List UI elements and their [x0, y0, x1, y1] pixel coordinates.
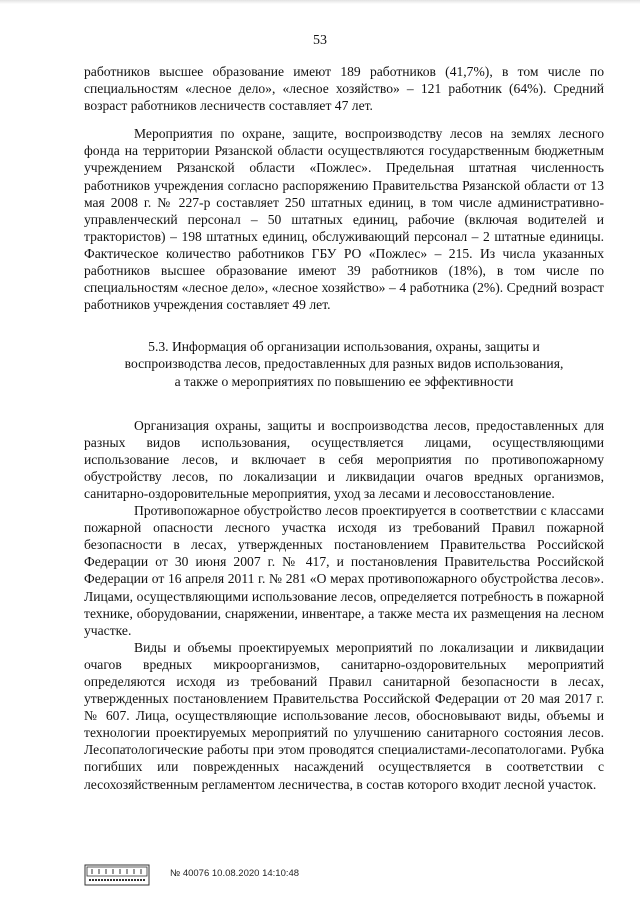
section-heading — [84, 338, 604, 389]
document-body — [84, 63, 604, 793]
document-registration-number: № 40076 10.08.2020 14:10:48 — [170, 868, 300, 879]
paragraph-fire-prevention: Противопожарное обустройство лесов проектируется в соответствии с классами пожарной опасности лесного участка исходя из требований Правил пожарной безопасности в лесах, утвержденных постановлением Правительства Российской Федерации от 30 июня 2007 г. № 417, и постановления Правительства Российской Федерации от 16 апреля 2011 г. № 281 «О мерах противопожарного обустройства лесов». Лицами, осуществляющими использование лесов, определяется потребность в пожарной технике, оборудовании, снаряжении, инвентаре, а также места их размещения на лесном участке. — [84, 503, 604, 638]
scan-edge — [0, 0, 640, 4]
section-heading-line: 5.3. Информация об организации использования, охраны, защиты и — [148, 339, 540, 355]
section-heading-line: а также о мероприятиях по повышению ее эффективности — [174, 373, 514, 389]
paragraph-staff-education: работников высшее образование имеют 189 работников (41,7%), в том числе по специальностям «лесное дело», «лесное хозяйство» – 121 работник (64%). Средний возраст работников лесничеств составляет 47 лет. — [84, 64, 604, 114]
section-heading-line: воспроизводства лесов, предоставленных для разных видов использования, — [124, 356, 564, 372]
page-footer — [84, 860, 484, 890]
paragraph-pozhles: Мероприятия по охране, защите, воспроизводству лесов на землях лесного фонда на территории Рязанской области осуществляются государственным бюджетным учреждением Рязанской области «Пожлес». Предельная штатная численность работников учреждения согласно распоряжению Правительства Рязанской области от 13 мая 2008 г. № 227-р составляет 250 штатных единиц, в том числе административно-управленческий персонал – 50 штатных единиц, рабочие (включая водителей и трактористов) – 198 штатных единиц, обслуживающий персонал – 2 штатные единицы. Фактическое количество работников ГБУ РО «Пожлес» – 215. Из числа указанных работников высшее образование имеют 39 работников (18%), в том числе по специальностям «лесное дело», «лесное хозяйство» – 4 работника (2%). Средний возраст работников учреждения составляет 49 лет. — [84, 126, 604, 313]
paragraph-sanitary: Виды и объемы проектируемых мероприятий по локализации и ликвидации очагов вредных микроорганизмов, санитарно-оздоровительных мероприятий определяются исходя из требований Правил санитарной безопасности в лесах, утвержденных постановлением Правительства Российской Федерации от 20 мая 2017 г. № 607. Лица, осуществляющие использование лесов, обосновывают виды, объемы и технологии проектируемых мероприятий по улучшению санитарного состояния лесов. Лесопатологические работы при этом проводятся специалистами-лесопатологами. Рубка погибших или поврежденных насаждений осуществляется в соответствии с лесохозяйственным регламентом лесничества, в состав которого входит лесной участок. — [84, 639, 604, 792]
paragraph-organization: Организация охраны, защиты и воспроизводства лесов, предоставленных для разных видов использования, осуществляется лицами, осуществляющими использование лесов, и включает в себя мероприятия по противопожарному обустройству лесов, по локализации и ликвидации очагов вредных организмов, санитарно-оздоровительные мероприятия, уход за лесами и лесовосстановление. — [84, 417, 604, 501]
page-number: 53 — [313, 33, 327, 48]
registration-stamp-icon — [84, 864, 150, 886]
